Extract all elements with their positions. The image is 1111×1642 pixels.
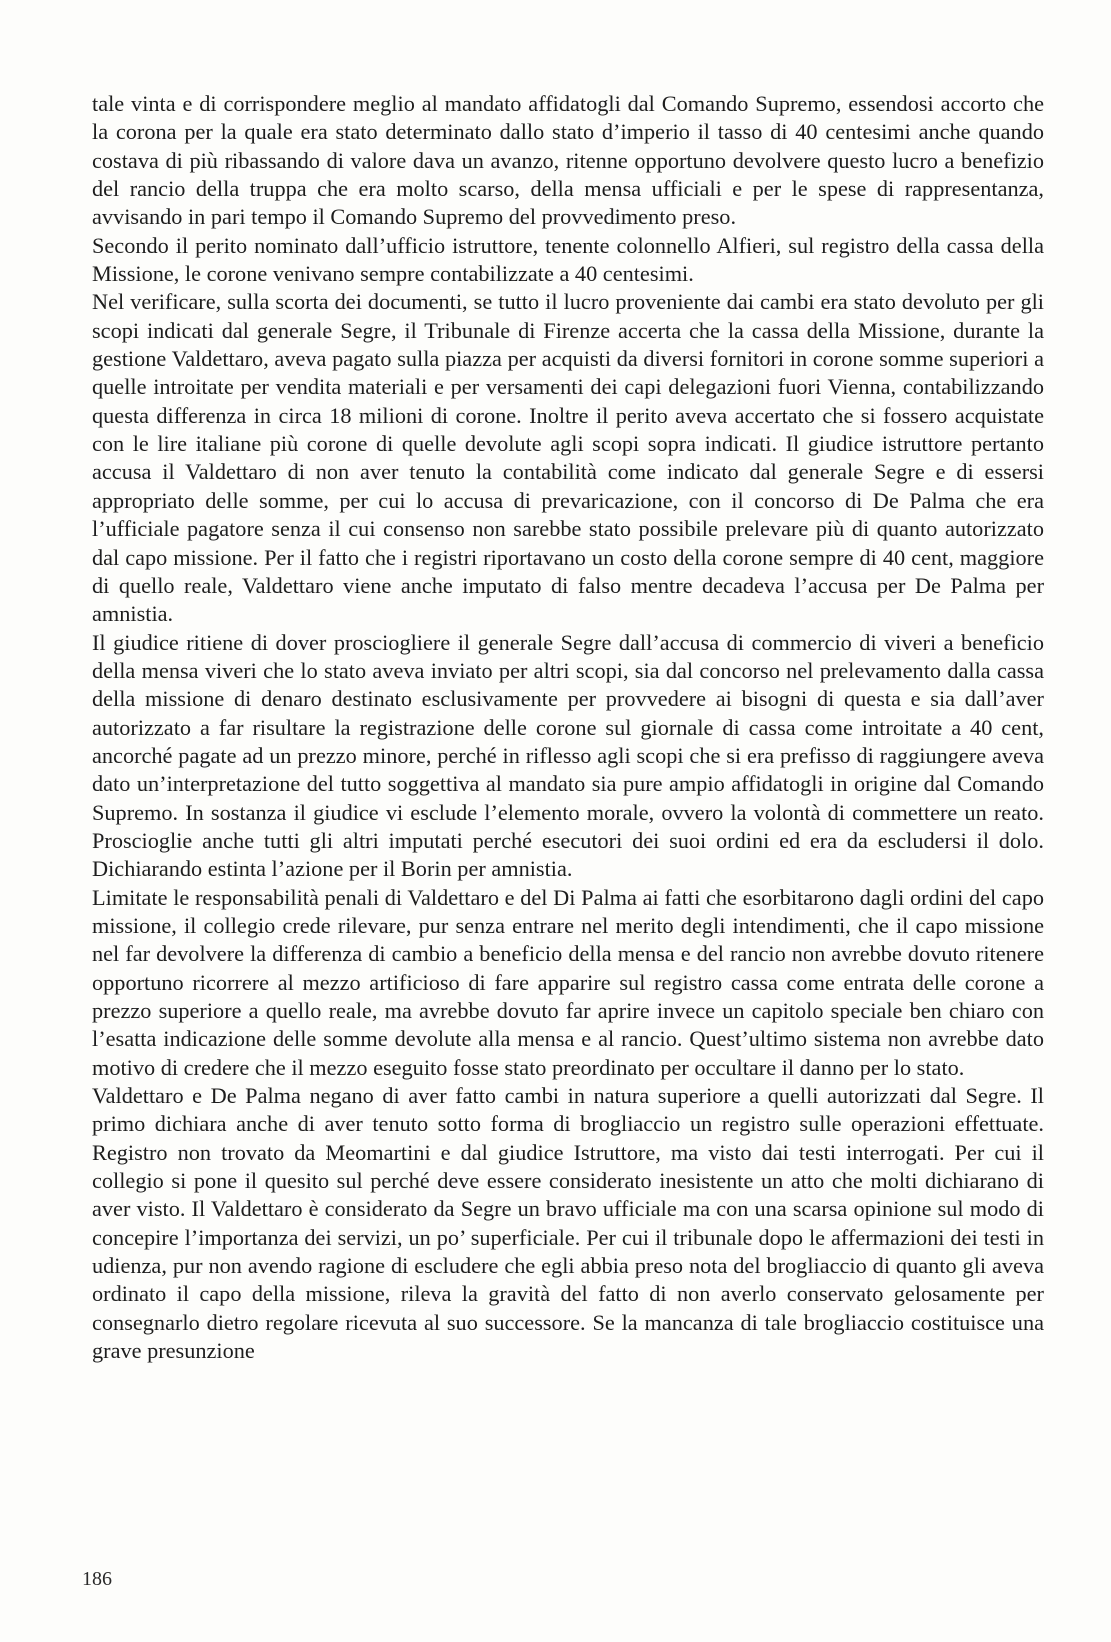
paragraph: Nel verificare, sulla scorta dei documenti, se tutto il lucro proveniente dai cambi era stato devoluto per gli scopi indicati dal generale Segre, il Tribunale di Firenze accerta che la cassa della Missione, durante la gestione Valdettaro, aveva pagato sulla piazza per acquisti da diversi fornitori in corone somme superiori a quelle introitate per vendita materiali e per versamenti dei capi delegazioni fuori Vienna, contabilizzando questa differenza in circa 18 milioni di corone. Inoltre il perito aveva accertato che si fossero acquistate con le lire italiane più corone di quelle devolute agli scopi sopra indicati. Il giudice istruttore pertanto accusa il Valdettaro di non aver tenuto la contabilità come indicato dal generale Segre e di essersi appropriato delle somme, per cui lo accusa di prevaricazione, con il concorso di De Palma che era l’ufficiale pagatore senza il cui consenso non sarebbe stato possibile prelevare più di quanto autorizzato dal capo missione. Per il fatto che i registri riportavano un costo della corone sempre di 40 cent, maggiore di quello reale, Valdettaro viene anche imputato di falso mentre decadeva l’accusa per De Palma per amnistia. [92,289,1044,627]
paragraph: tale vinta e di corrispondere meglio al mandato affidatogli dal Comando Supremo, essendosi accorto che la corona per la quale era stato determinato dallo stato d’imperio il tasso di 40 centesimi anche quando costava di più ribassando di valore dava un avanzo, ritenne opportuno devolvere questo lucro a benefizio del rancio della truppa che era molto scarso, della mensa ufficiali e per le spese di rappresentanza, avvisando in pari tempo il Comando Supremo del provvedimento preso. [92,91,1044,230]
paragraph: Limitate le responsabilità penali di Valdettaro e del Di Palma ai fatti che esorbitarono dagli ordini del capo missione, il collegio crede rilevare, pur senza entrare nel merito degli intendimenti, che il capo missione nel far devolvere la differenza di cambio a beneficio della mensa e del rancio non avrebbe dovuto ritenere opportuno ricorrere al mezzo artificioso di fare apparire sul registro cassa come entrata delle corone a prezzo superiore a quello reale, ma avrebbe dovuto far aprire invece un capitolo speciale ben chiaro con l’esatta indicazione delle somme devolute alla mensa e al rancio. Quest’ultimo sistema non avrebbe dato motivo di credere che il mezzo eseguito fosse stato preordinato per occultare il danno per lo stato. [92,884,1044,1080]
body-text [92,90,1044,1365]
paragraph: Il giudice ritiene di dover prosciogliere il generale Segre dall’accusa di commercio di viveri a beneficio della mensa viveri che lo stato aveva inviato per altri scopi, sia dal concorso nel prelevamento dalla cassa della missione di denaro destinato esclusivamente per provvedere ai bisogni di questa e sia dall’aver autorizzato a far risultare la registrazione delle corone sul giornale di cassa come introitate a 40 cent, ancorché pagate ad un prezzo minore, perché in riflesso agli scopi che si era prefisso di raggiungere aveva dato un’interpretazione del tutto soggettiva al mandato sia pure ampio affidatogli in origine dal Comando Supremo. In sostanza il giudice vi esclude l’elemento morale, ovvero la volontà di commettere un reato. Proscioglie anche tutti gli altri imputati perché esecutori dei suoi ordini ed era da escludersi il dolo. Dichiarando estinta l’azione per il Borin per amnistia. [92,629,1044,882]
paragraph: Valdettaro e De Palma negano di aver fatto cambi in natura superiore a quelli autorizzati dal Segre. Il primo dichiara anche di aver tenuto sotto forma di brogliaccio un registro sulle operazioni effettuate. Registro non trovato da Meomartini e dal giudice Istruttore, ma visto dai testi interrogati. Per cui il collegio si pone il quesito sul perché deve essere considerato inesistente un atto che molti dichiarano di aver visto. Il Valdettaro è considerato da Segre un bravo ufficiale ma con una scarsa opinione sul modo di concepire l’importanza dei servizi, un po’ superficiale. Per cui il tribunale dopo le affermazioni dei testi in udienza, pur non avendo ragione di escludere che egli abbia preso nota del brogliaccio di quanto gli aveva ordinato il capo della missione, rileva la gravità del fatto di non averlo conservato gelosamente per consegnarlo dietro regolare ricevuta al suo successore. Se la mancanza di tale brogliaccio costituisce una grave presunzione [92,1083,1044,1364]
page-number: 186 [82,1568,112,1590]
paragraph: Secondo il perito nominato dall’ufficio istruttore, tenente colonnello Alfieri, sul registro della cassa della Missione, le corone venivano sempre contabilizzate a 40 centesimi. [92,232,1044,287]
